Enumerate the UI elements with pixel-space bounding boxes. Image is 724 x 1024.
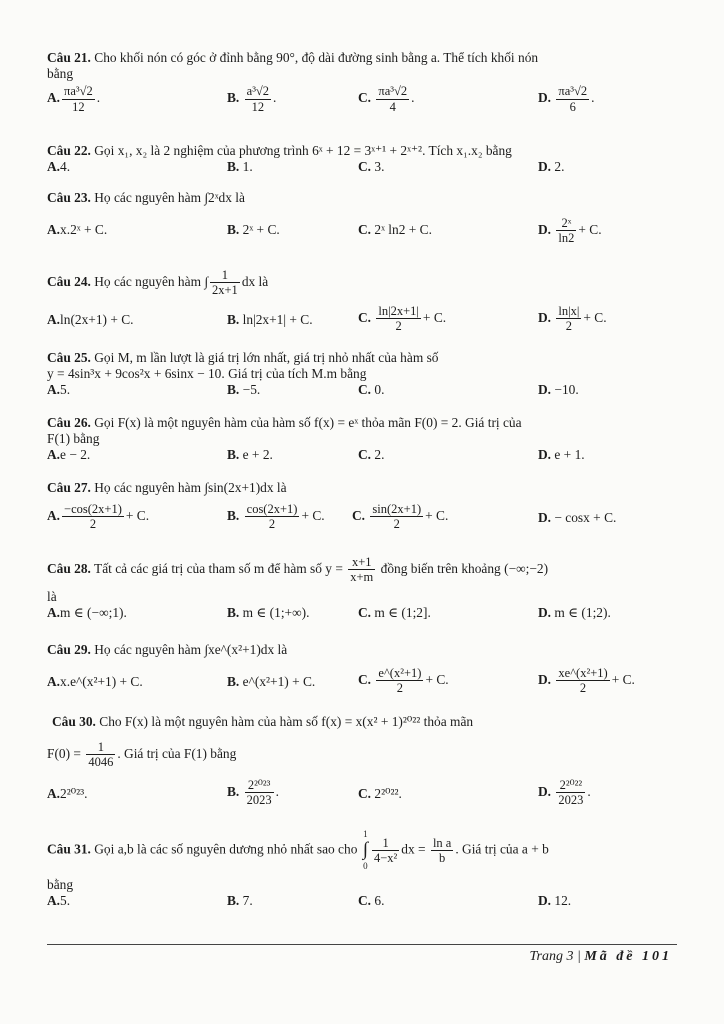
- question-number: Câu 22.: [47, 143, 91, 158]
- option-a[interactable]: A.m ∈ (−∞;1).: [47, 604, 127, 620]
- exam-code: Mã đề 101: [584, 949, 672, 964]
- option-b[interactable]: B. $\frac{\text{a³√2}}{12}$ .: [227, 84, 277, 114]
- page-number: Trang 3 |: [529, 949, 581, 964]
- question-stem: Cho F(x) là một nguyên hàm của hàm số f(x) = x(x² + 1)²⁰²² thỏa mãn: [99, 714, 474, 729]
- page-footer: [530, 949, 672, 966]
- question-26: [47, 415, 687, 469]
- option-a[interactable]: A.x.e^(x²+1) + C.: [47, 674, 143, 690]
- question-number: Câu 24.: [47, 273, 91, 289]
- question-stem: Gọi M, m lần lượt là giá trị lớn nhất, giá trị nhỏ nhất của hàm số: [94, 350, 439, 365]
- question-number: Câu 27.: [47, 480, 91, 495]
- option-b[interactable]: B. m ∈ (1;+∞).: [227, 604, 310, 620]
- question-stem: Họ các nguyên hàm ∫xe^(x²+1)dx là: [94, 642, 288, 657]
- option-b[interactable]: B. ln|2x+1| + C.: [227, 311, 313, 327]
- option-b[interactable]: B. $\frac{\cos(2x+1)}{2}$ + C.: [227, 502, 325, 532]
- footer-divider: [47, 944, 677, 945]
- option-c[interactable]: C. 2²⁰²².: [358, 785, 402, 801]
- question-number: Câu 23.: [47, 190, 91, 205]
- option-b[interactable]: B. $\frac{\text{2²⁰²³}}{2023}$ .: [227, 777, 279, 808]
- option-a[interactable]: A.x.2ˣ + C.: [47, 222, 108, 238]
- option-b[interactable]: B. 7.: [227, 892, 253, 908]
- question-stem-cont: là: [47, 588, 57, 604]
- question-stem: Cho khối nón có góc ở đỉnh bằng 90°, độ dài đường sinh bằng a. Thể tích khối nón: [94, 50, 539, 65]
- option-d[interactable]: D. m ∈ (1;2).: [538, 604, 611, 620]
- option-c[interactable]: C. 3.: [358, 159, 385, 175]
- option-d[interactable]: D. $\frac{\text{2ˣ}}{\ln 2}$ + C.: [538, 216, 602, 246]
- question-number: Câu 25.: [47, 350, 91, 365]
- question-number: Câu 28.: [47, 560, 91, 576]
- question-number: Câu 29.: [47, 642, 91, 657]
- option-c[interactable]: C. m ∈ (1;2].: [358, 604, 431, 620]
- question-25: [47, 350, 687, 404]
- question-stem: Họ các nguyên hàm ∫: [94, 273, 208, 289]
- option-a[interactable]: A.5.: [47, 382, 71, 398]
- option-a[interactable]: A.5.: [47, 892, 71, 908]
- option-c[interactable]: C. $\frac{\text{e\textasciicircum{}(x²+1)}}{2}$ + C.: [358, 666, 449, 696]
- option-a[interactable]: A.4.: [47, 159, 71, 175]
- option-b[interactable]: B. −5.: [227, 382, 261, 398]
- question-30: [52, 714, 692, 730]
- question-31: Câu 31. Gọi a,b là các số nguyên dương nhỏ nhất sao cho 1 ∫ 0 $\frac{1}{\text{4−x²}}$ dx = $\frac{\text{ln a}}{b}$ . Giá trị của a + b bằng A.5. B. 7. C. 6. D. 12.: [47, 830, 687, 915]
- option-d[interactable]: D. − cosx + C.: [538, 510, 617, 526]
- question-28: Câu 28. Tất cả các giá trị của tham số m để hàm số y = $\frac{x+1}{x+m}$ đồng biến trên khoảng (−∞;−2) là A.m ∈ (−∞;1). B. m ∈ (1;+∞). C. m ∈ (1;2]. D. m ∈ (1;2).: [47, 555, 687, 627]
- question-number: Câu 26.: [47, 415, 91, 430]
- option-c[interactable]: C. 6.: [358, 892, 385, 908]
- option-c[interactable]: C. 2.: [358, 447, 385, 463]
- option-d[interactable]: D. $\frac{\text{πa³√2}}{6}$ .: [538, 84, 595, 114]
- question-number: Câu 21.: [47, 50, 91, 65]
- question-stem: Gọi x₁, x₂ là 2 nghiệm của phương trình 6ˣ + 12 = 3ˣ⁺¹ + 2ˣ⁺². Tích x₁.x₂ bằng: [94, 143, 512, 158]
- question-number: Câu 30.: [52, 714, 96, 729]
- question-stem-cont: bằng: [47, 66, 74, 82]
- option-b[interactable]: B. e + 2.: [227, 447, 273, 463]
- question-number: Câu 31.: [47, 841, 91, 857]
- option-d[interactable]: D. $\frac{\ln|x|}{2}$ + C.: [538, 303, 607, 334]
- question-stem: Gọi a,b là các số nguyên dương nhỏ nhất sao cho: [94, 841, 358, 857]
- question-30-cont: F(0) = $\frac{1}{4046}$ . Giá trị của F(1) bằng A.2²⁰²³. B. $\frac{\text{2²⁰²³}}{2023}$ . C. 2²⁰²². D. $\frac{\text{2²⁰²²}}{2023}$ .: [47, 740, 591, 808]
- option-d[interactable]: D. $\frac{\text{2²⁰²²}}{2023}$ .: [538, 777, 591, 808]
- question-stem-cont: bằng: [47, 876, 74, 892]
- option-d[interactable]: D. −10.: [538, 382, 579, 398]
- option-c[interactable]: C. $\frac{\ln|2x+1|}{2}$ + C.: [358, 303, 447, 334]
- question-22: [47, 143, 687, 181]
- option-a[interactable]: A.ln(2x+1) + C.: [47, 311, 134, 327]
- option-c[interactable]: C. 2ˣ ln2 + C.: [358, 222, 432, 238]
- option-a[interactable]: A.e − 2.: [47, 447, 91, 463]
- option-c[interactable]: C. $\frac{\text{πa³√2}}{4}$ .: [358, 84, 415, 114]
- option-d[interactable]: D. 2.: [538, 159, 565, 175]
- question-stem-cont: F(1) bằng: [47, 431, 100, 447]
- option-b[interactable]: B. 1.: [227, 159, 253, 175]
- question-24: Câu 24. Họ các nguyên hàm ∫ $\frac{1}{2x+1}$ dx là A.ln(2x+1) + C. B. ln|2x+1| + C. C. $\frac{\ln|2x+1|}{2}$ + C. D. $\frac{\ln|x|}{2}$ + C.: [47, 268, 607, 334]
- option-d[interactable]: D. 12.: [538, 892, 572, 908]
- question-21: [47, 50, 687, 120]
- option-a[interactable]: A. $\frac{-\cos(2x+1)}{2}$ + C.: [47, 502, 150, 532]
- question-29: [47, 642, 687, 702]
- question-stem: Gọi F(x) là một nguyên hàm của hàm số f(x) = eˣ thỏa mãn F(0) = 2. Giá trị của: [94, 415, 522, 430]
- question-27: [47, 480, 687, 538]
- question-23: [47, 190, 687, 252]
- question-stem: Họ các nguyên hàm ∫2ˣdx là: [94, 190, 245, 205]
- option-d[interactable]: D. $\frac{\text{xe\textasciicircum{}(x²+1)}}{2}$ + C.: [538, 666, 635, 696]
- option-a[interactable]: A. $\frac{\text{πa³√2}}{12}$ .: [47, 84, 101, 114]
- option-a[interactable]: A.2²⁰²³.: [47, 785, 88, 801]
- option-b[interactable]: B. 2ˣ + C.: [227, 222, 280, 238]
- question-stem: Tất cả các giá trị của tham số m để hàm số y =: [94, 560, 343, 576]
- option-d[interactable]: D. e + 1.: [538, 447, 585, 463]
- option-b[interactable]: B. e^(x²+1) + C.: [227, 674, 316, 690]
- option-c[interactable]: C. 0.: [358, 382, 385, 398]
- option-c[interactable]: C. $\frac{\sin(2x+1)}{2}$ + C.: [352, 502, 449, 532]
- question-stem: Họ các nguyên hàm ∫sin(2x+1)dx là: [94, 480, 287, 495]
- question-stem-cont: y = 4sin³x + 9cos²x + 6sinx − 10. Giá trị của tích M.m bằng: [47, 366, 367, 382]
